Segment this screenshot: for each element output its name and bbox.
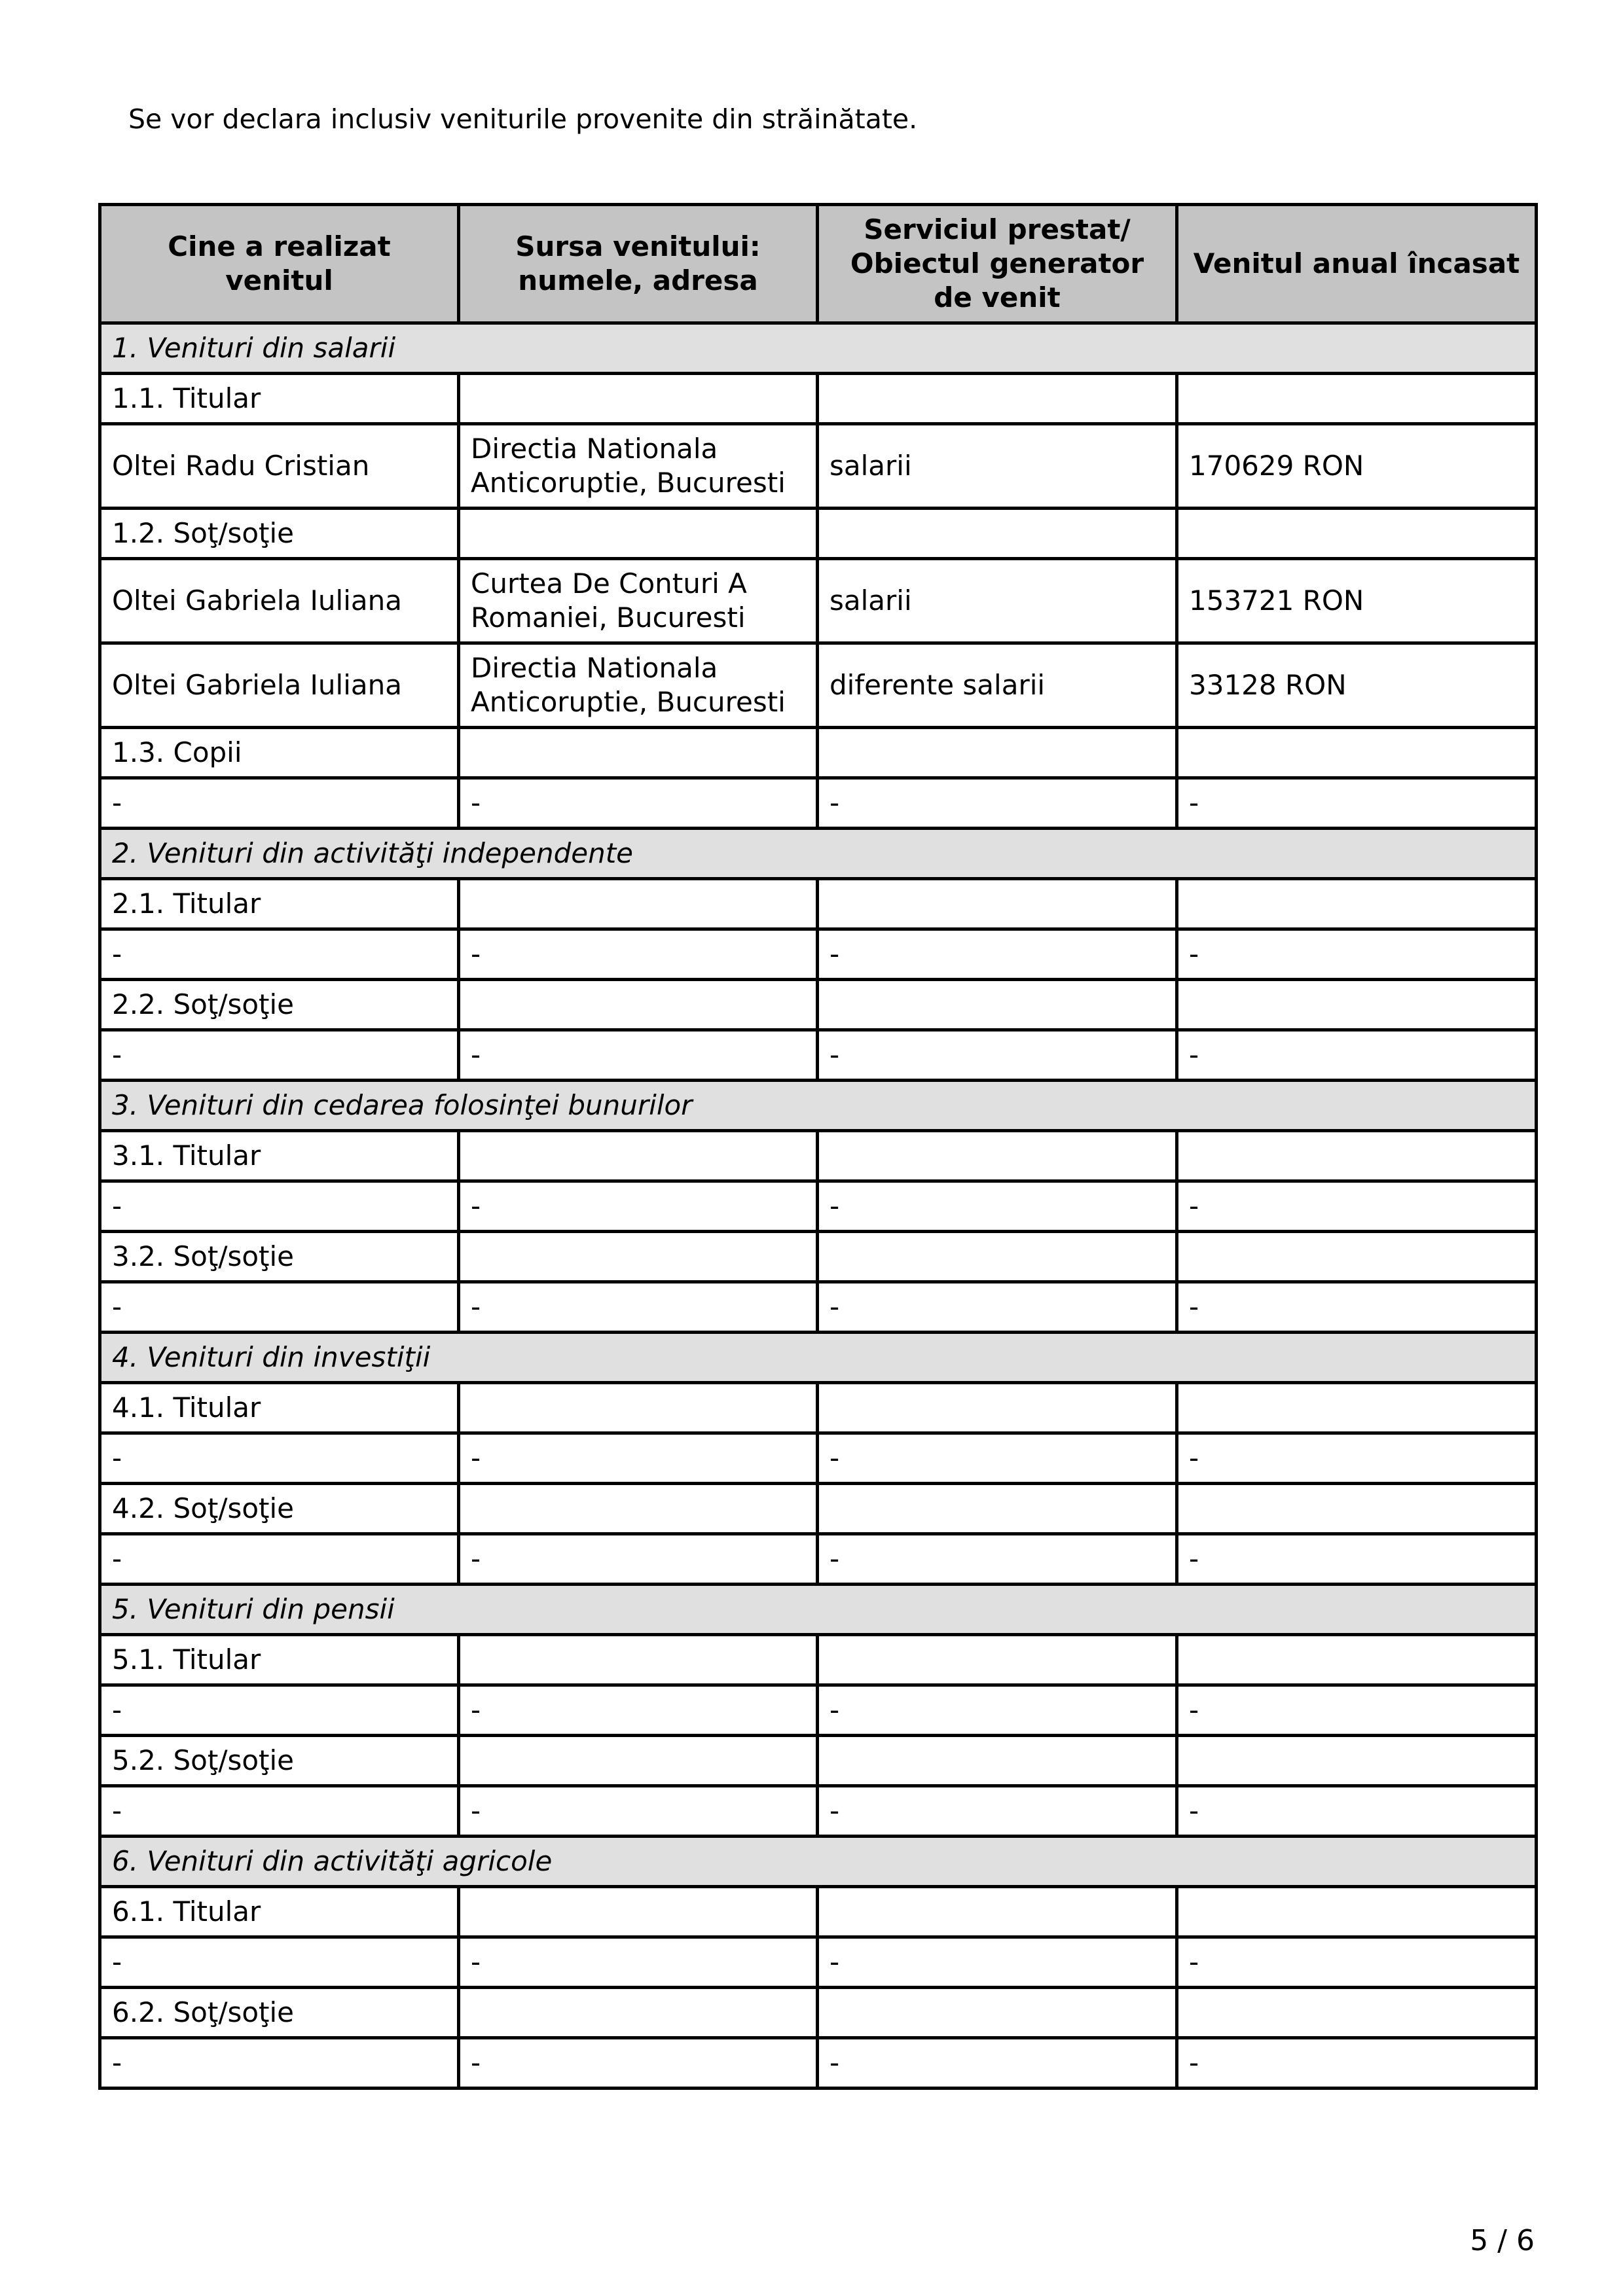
section-row — [100, 829, 1537, 879]
cell-service — [818, 980, 1177, 1030]
cell-annual-income — [1177, 1887, 1537, 1937]
cell-service — [818, 728, 1177, 778]
table-row — [100, 374, 1537, 424]
cell-annual-income — [1177, 509, 1537, 559]
cell-earner: 4.1. Titular — [100, 1383, 459, 1433]
cell-earner: - — [100, 1282, 459, 1333]
table-row — [100, 1937, 1537, 1988]
cell-annual-income — [1177, 1736, 1537, 1786]
cell-annual-income: - — [1177, 1937, 1537, 1988]
table-row — [100, 980, 1537, 1030]
cell-source: - — [459, 1786, 818, 1837]
cell-annual-income: 170629 RON — [1177, 424, 1537, 509]
cell-earner: Oltei Gabriela Iuliana — [100, 643, 459, 728]
cell-earner: - — [100, 2038, 459, 2089]
cell-annual-income: - — [1177, 2038, 1537, 2089]
cell-service — [818, 1736, 1177, 1786]
table-row — [100, 1131, 1537, 1181]
cell-earner: 1.1. Titular — [100, 374, 459, 424]
cell-earner: 5.2. Soţ/soţie — [100, 1736, 459, 1786]
cell-earner: - — [100, 778, 459, 829]
cell-service: - — [818, 1685, 1177, 1736]
cell-source — [459, 1887, 818, 1937]
cell-service: - — [818, 1282, 1177, 1333]
cell-service: salarii — [818, 559, 1177, 643]
table-row — [100, 929, 1537, 980]
cell-earner: 1.3. Copii — [100, 728, 459, 778]
cell-annual-income: - — [1177, 1181, 1537, 1232]
cell-source — [459, 1736, 818, 1786]
cell-annual-income — [1177, 1635, 1537, 1685]
table-row — [100, 509, 1537, 559]
cell-source — [459, 980, 818, 1030]
cell-source: - — [459, 1937, 818, 1988]
cell-source: - — [459, 1181, 818, 1232]
table-row — [100, 559, 1537, 643]
cell-annual-income — [1177, 980, 1537, 1030]
table-row — [100, 1030, 1537, 1081]
table-row — [100, 1534, 1537, 1585]
cell-earner: - — [100, 929, 459, 980]
cell-earner: 6.2. Soţ/soţie — [100, 1988, 459, 2038]
section-title: 6. Venituri din activităţi agricole — [100, 1837, 1537, 1887]
cell-source — [459, 1988, 818, 2038]
table-row — [100, 1282, 1537, 1333]
cell-annual-income — [1177, 374, 1537, 424]
cell-earner: 2.2. Soţ/soţie — [100, 980, 459, 1030]
cell-source: - — [459, 1534, 818, 1585]
cell-earner: - — [100, 1030, 459, 1081]
section-row — [100, 323, 1537, 374]
cell-source: - — [459, 1030, 818, 1081]
cell-service — [818, 1232, 1177, 1282]
cell-service: - — [818, 1786, 1177, 1837]
cell-service — [818, 1988, 1177, 2038]
cell-annual-income — [1177, 1484, 1537, 1534]
cell-earner: - — [100, 1534, 459, 1585]
cell-service — [818, 1635, 1177, 1685]
cell-earner: Oltei Radu Cristian — [100, 424, 459, 509]
table-row — [100, 2038, 1537, 2089]
cell-earner: 3.2. Soţ/soţie — [100, 1232, 459, 1282]
cell-earner: 2.1. Titular — [100, 879, 459, 929]
cell-earner: - — [100, 1937, 459, 1988]
table-header-row — [100, 205, 1537, 323]
cell-service — [818, 1131, 1177, 1181]
table-row — [100, 728, 1537, 778]
section-title: 5. Venituri din pensii — [100, 1585, 1537, 1635]
section-title: 4. Venituri din investiţii — [100, 1333, 1537, 1383]
cell-earner: - — [100, 1786, 459, 1837]
cell-service: - — [818, 929, 1177, 980]
table-row — [100, 1635, 1537, 1685]
section-row — [100, 1333, 1537, 1383]
cell-source: - — [459, 1685, 818, 1736]
cell-service — [818, 879, 1177, 929]
cell-annual-income: - — [1177, 778, 1537, 829]
cell-source — [459, 1131, 818, 1181]
cell-earner: Oltei Gabriela Iuliana — [100, 559, 459, 643]
cell-annual-income — [1177, 728, 1537, 778]
cell-service: - — [818, 2038, 1177, 2089]
cell-source — [459, 1383, 818, 1433]
section-title: 2. Venituri din activităţi independente — [100, 829, 1537, 879]
table-row — [100, 778, 1537, 829]
cell-earner: 6.1. Titular — [100, 1887, 459, 1937]
cell-annual-income — [1177, 1988, 1537, 2038]
table-row — [100, 879, 1537, 929]
cell-earner: - — [100, 1685, 459, 1736]
cell-source — [459, 1232, 818, 1282]
cell-source: Curtea De Conturi A Romaniei, Bucuresti — [459, 559, 818, 643]
cell-annual-income: - — [1177, 1685, 1537, 1736]
cell-source — [459, 879, 818, 929]
cell-service: - — [818, 778, 1177, 829]
cell-earner: - — [100, 1181, 459, 1232]
table-row — [100, 1181, 1537, 1232]
cell-service — [818, 1484, 1177, 1534]
table-row — [100, 1433, 1537, 1484]
cell-service: - — [818, 1534, 1177, 1585]
cell-annual-income: 153721 RON — [1177, 559, 1537, 643]
cell-annual-income: - — [1177, 1433, 1537, 1484]
cell-source: - — [459, 2038, 818, 2089]
cell-earner: 5.1. Titular — [100, 1635, 459, 1685]
cell-service — [818, 1887, 1177, 1937]
cell-service: - — [818, 1937, 1177, 1988]
section-title: 3. Venituri din cedarea folosinţei bunurilor — [100, 1081, 1537, 1131]
cell-annual-income — [1177, 1383, 1537, 1433]
cell-annual-income: - — [1177, 1534, 1537, 1585]
cell-service — [818, 374, 1177, 424]
cell-source: - — [459, 929, 818, 980]
table-row — [100, 1484, 1537, 1534]
cell-earner: - — [100, 1433, 459, 1484]
cell-source: Directia Nationala Anticoruptie, Bucuresti — [459, 424, 818, 509]
cell-service — [818, 1383, 1177, 1433]
cell-service: diferente salarii — [818, 643, 1177, 728]
table-row — [100, 1887, 1537, 1937]
section-row — [100, 1837, 1537, 1887]
cell-service — [818, 509, 1177, 559]
column-header-annual-income: Venitul anual încasat — [1177, 205, 1537, 323]
page-number: 5 / 6 — [1470, 2224, 1535, 2257]
cell-earner: 4.2. Soţ/soţie — [100, 1484, 459, 1534]
cell-annual-income: - — [1177, 1030, 1537, 1081]
cell-source — [459, 509, 818, 559]
column-header-earner: Cine a realizat venitul — [100, 205, 459, 323]
cell-source: - — [459, 778, 818, 829]
cell-annual-income: - — [1177, 929, 1537, 980]
cell-source: - — [459, 1282, 818, 1333]
cell-annual-income — [1177, 1232, 1537, 1282]
cell-annual-income — [1177, 879, 1537, 929]
cell-source — [459, 1484, 818, 1534]
income-table — [98, 203, 1538, 2090]
table-row — [100, 643, 1537, 728]
table-row — [100, 1232, 1537, 1282]
cell-earner: 3.1. Titular — [100, 1131, 459, 1181]
intro-note: Se vor declara inclusiv veniturile provenite din străinătate. — [128, 103, 918, 135]
table-row — [100, 1736, 1537, 1786]
column-header-source: Sursa venitului: numele, adresa — [459, 205, 818, 323]
table-row — [100, 1786, 1537, 1837]
section-row — [100, 1585, 1537, 1635]
table-row — [100, 1685, 1537, 1736]
cell-source — [459, 1635, 818, 1685]
cell-earner: 1.2. Soţ/soţie — [100, 509, 459, 559]
section-title: 1. Venituri din salarii — [100, 323, 1537, 374]
cell-source — [459, 374, 818, 424]
cell-service: salarii — [818, 424, 1177, 509]
cell-source: - — [459, 1433, 818, 1484]
cell-annual-income: - — [1177, 1786, 1537, 1837]
cell-service: - — [818, 1030, 1177, 1081]
cell-source — [459, 728, 818, 778]
cell-source: Directia Nationala Anticoruptie, Bucuresti — [459, 643, 818, 728]
cell-annual-income: 33128 RON — [1177, 643, 1537, 728]
cell-annual-income: - — [1177, 1282, 1537, 1333]
cell-annual-income — [1177, 1131, 1537, 1181]
section-row — [100, 1081, 1537, 1131]
column-header-service: Serviciul prestat/ Obiectul generator de venit — [818, 205, 1177, 323]
cell-service: - — [818, 1433, 1177, 1484]
table-row — [100, 1988, 1537, 2038]
cell-service: - — [818, 1181, 1177, 1232]
table-row — [100, 424, 1537, 509]
table-row — [100, 1383, 1537, 1433]
